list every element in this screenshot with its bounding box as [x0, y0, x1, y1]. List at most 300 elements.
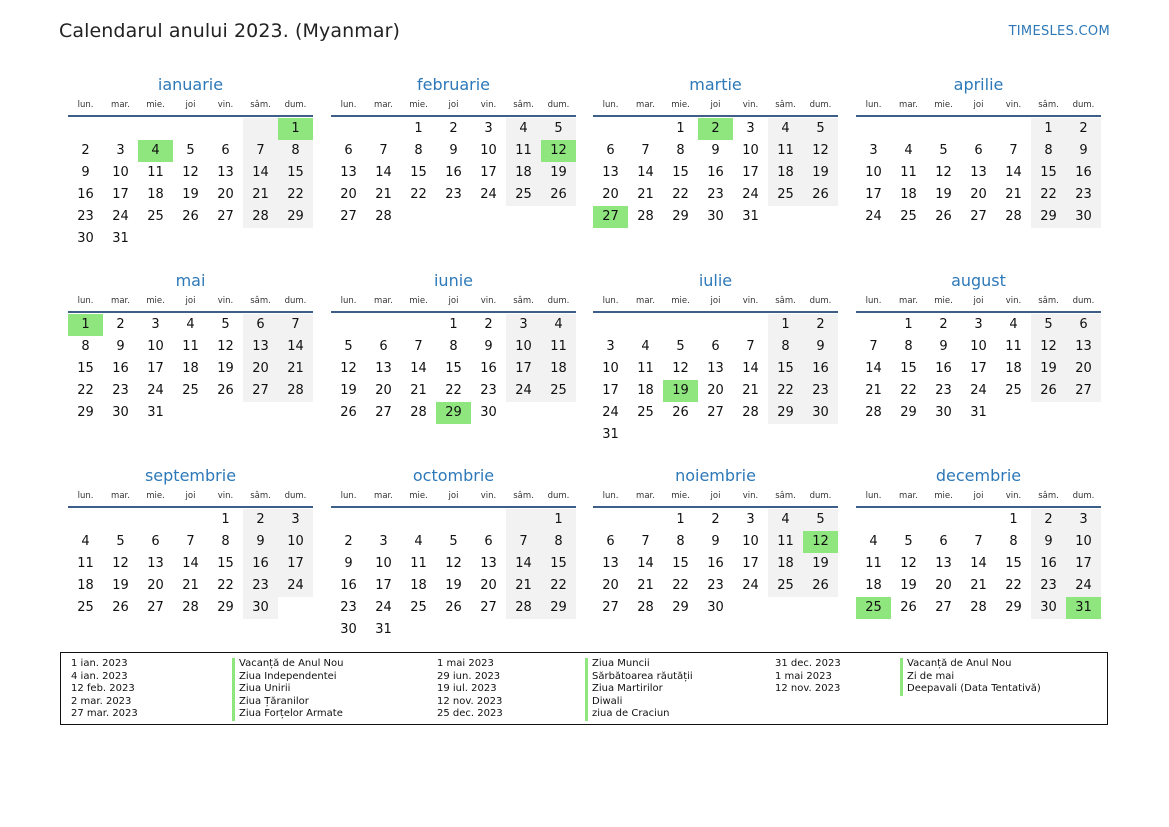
day-cell[interactable]: 5 [116, 534, 125, 549]
day-cell[interactable]: 17 [602, 383, 619, 398]
day-cell[interactable]: 23 [112, 383, 129, 398]
day-cell[interactable]: 2 [344, 534, 353, 549]
day-cell[interactable]: 4 [904, 143, 913, 158]
day-cell[interactable]: 10 [865, 165, 882, 180]
day-cell[interactable]: 28 [375, 209, 392, 224]
day-cell[interactable]: 7 [1009, 143, 1018, 158]
day-cell[interactable]: 26 [900, 600, 917, 615]
day-cell[interactable]: 27 [935, 600, 952, 615]
day-cell[interactable]: 20 [340, 187, 357, 202]
day-cell[interactable]: 26 [340, 405, 357, 420]
day-cell[interactable]: 10 [375, 556, 392, 571]
day-cell[interactable]: 1 [278, 118, 313, 140]
day-cell[interactable]: 20 [970, 187, 987, 202]
day-cell[interactable]: 27 [593, 206, 628, 228]
day-cell[interactable]: 21 [375, 187, 392, 202]
day-cell[interactable]: 6 [344, 143, 353, 158]
day-cell[interactable]: 27 [340, 209, 357, 224]
day-cell[interactable]: 2 [1066, 118, 1101, 140]
day-cell[interactable]: 23 [480, 383, 497, 398]
day-cell[interactable]: 20 [1066, 358, 1101, 380]
day-cell[interactable]: 26 [112, 600, 129, 615]
day-cell[interactable]: 24 [742, 578, 759, 593]
day-cell[interactable]: 13 [340, 165, 357, 180]
day-cell[interactable]: 18 [77, 578, 94, 593]
day-cell[interactable]: 6 [221, 143, 230, 158]
day-cell[interactable]: 12 [803, 531, 838, 553]
day-cell[interactable]: 12 [803, 140, 838, 162]
day-cell[interactable]: 23 [243, 575, 278, 597]
day-cell[interactable]: 7 [869, 339, 878, 354]
day-cell[interactable]: 8 [768, 336, 803, 358]
day-cell[interactable]: 18 [1005, 361, 1022, 376]
day-cell[interactable]: 7 [414, 339, 423, 354]
day-cell[interactable]: 24 [602, 405, 619, 420]
day-cell[interactable]: 6 [939, 534, 948, 549]
day-cell[interactable]: 9 [449, 143, 458, 158]
day-cell[interactable]: 24 [480, 187, 497, 202]
day-cell[interactable]: 2 [698, 118, 733, 140]
day-cell[interactable]: 25 [637, 405, 654, 420]
day-cell[interactable]: 16 [77, 187, 94, 202]
day-cell[interactable]: 2 [243, 509, 278, 531]
day-cell[interactable]: 31 [742, 209, 759, 224]
day-cell[interactable]: 3 [869, 143, 878, 158]
day-cell[interactable]: 15 [410, 165, 427, 180]
day-cell[interactable]: 16 [243, 553, 278, 575]
day-cell[interactable]: 8 [904, 339, 913, 354]
day-cell[interactable]: 29 [900, 405, 917, 420]
day-cell[interactable]: 7 [186, 534, 195, 549]
day-cell[interactable]: 29 [1005, 600, 1022, 615]
day-cell[interactable]: 14 [410, 361, 427, 376]
day-cell[interactable]: 10 [278, 531, 313, 553]
day-cell[interactable]: 7 [379, 143, 388, 158]
day-cell[interactable]: 8 [278, 140, 313, 162]
day-cell[interactable]: 17 [1066, 553, 1101, 575]
day-cell[interactable]: 5 [904, 534, 913, 549]
day-cell[interactable]: 15 [1005, 556, 1022, 571]
day-cell[interactable]: 29 [436, 402, 471, 424]
day-cell[interactable]: 15 [768, 358, 803, 380]
day-cell[interactable]: 19 [182, 187, 199, 202]
day-cell[interactable]: 4 [768, 509, 803, 531]
day-cell[interactable]: 4 [414, 534, 423, 549]
day-cell[interactable]: 4 [869, 534, 878, 549]
day-cell[interactable]: 30 [935, 405, 952, 420]
day-cell[interactable]: 24 [375, 600, 392, 615]
day-cell[interactable]: 14 [637, 556, 654, 571]
day-cell[interactable]: 3 [484, 121, 493, 136]
day-cell[interactable]: 8 [414, 143, 423, 158]
day-cell[interactable]: 17 [278, 553, 313, 575]
day-cell[interactable]: 9 [939, 339, 948, 354]
day-cell[interactable]: 12 [541, 140, 576, 162]
day-cell[interactable]: 19 [663, 380, 698, 402]
day-cell[interactable]: 19 [803, 162, 838, 184]
day-cell[interactable]: 10 [506, 336, 541, 358]
day-cell[interactable]: 22 [541, 575, 576, 597]
day-cell[interactable]: 11 [182, 339, 199, 354]
day-cell[interactable]: 19 [112, 578, 129, 593]
day-cell[interactable]: 28 [865, 405, 882, 420]
day-cell[interactable]: 25 [768, 575, 803, 597]
day-cell[interactable]: 2 [484, 317, 493, 332]
day-cell[interactable]: 22 [1031, 184, 1066, 206]
day-cell[interactable]: 5 [449, 534, 458, 549]
day-cell[interactable]: 30 [112, 405, 129, 420]
day-cell[interactable]: 29 [541, 597, 576, 619]
day-cell[interactable]: 9 [803, 336, 838, 358]
day-cell[interactable]: 12 [445, 556, 462, 571]
day-cell[interactable]: 27 [147, 600, 164, 615]
day-cell[interactable]: 23 [707, 578, 724, 593]
day-cell[interactable]: 24 [278, 575, 313, 597]
day-cell[interactable]: 7 [974, 534, 983, 549]
day-cell[interactable]: 8 [449, 339, 458, 354]
day-cell[interactable]: 11 [77, 556, 94, 571]
day-cell[interactable]: 4 [541, 314, 576, 336]
day-cell[interactable]: 1 [904, 317, 913, 332]
day-cell[interactable]: 1 [676, 121, 685, 136]
day-cell[interactable]: 20 [480, 578, 497, 593]
day-cell[interactable]: 12 [217, 339, 234, 354]
day-cell[interactable]: 8 [81, 339, 90, 354]
day-cell[interactable]: 23 [1066, 184, 1101, 206]
day-cell[interactable]: 22 [900, 383, 917, 398]
day-cell[interactable]: 22 [217, 578, 234, 593]
day-cell[interactable]: 12 [340, 361, 357, 376]
day-cell[interactable]: 13 [935, 556, 952, 571]
day-cell[interactable]: 12 [672, 361, 689, 376]
day-cell[interactable]: 19 [445, 578, 462, 593]
day-cell[interactable]: 5 [221, 317, 230, 332]
day-cell[interactable]: 25 [506, 184, 541, 206]
day-cell[interactable]: 19 [541, 162, 576, 184]
day-cell[interactable]: 10 [147, 339, 164, 354]
day-cell[interactable]: 16 [707, 165, 724, 180]
day-cell[interactable]: 13 [970, 165, 987, 180]
day-cell[interactable]: 1 [449, 317, 458, 332]
day-cell[interactable]: 25 [410, 600, 427, 615]
day-cell[interactable]: 3 [379, 534, 388, 549]
day-cell[interactable]: 1 [414, 121, 423, 136]
day-cell[interactable]: 4 [506, 118, 541, 140]
day-cell[interactable]: 21 [278, 358, 313, 380]
day-cell[interactable]: 18 [506, 162, 541, 184]
day-cell[interactable]: 16 [935, 361, 952, 376]
day-cell[interactable]: 31 [375, 622, 392, 637]
day-cell[interactable]: 28 [410, 405, 427, 420]
day-cell[interactable]: 16 [480, 361, 497, 376]
day-cell[interactable]: 27 [1066, 380, 1101, 402]
day-cell[interactable]: 6 [974, 143, 983, 158]
day-cell[interactable]: 10 [742, 143, 759, 158]
day-cell[interactable]: 6 [379, 339, 388, 354]
day-cell[interactable]: 28 [637, 209, 654, 224]
day-cell[interactable]: 22 [672, 187, 689, 202]
day-cell[interactable]: 26 [803, 184, 838, 206]
day-cell[interactable]: 28 [637, 600, 654, 615]
day-cell[interactable]: 2 [116, 317, 125, 332]
day-cell[interactable]: 5 [803, 509, 838, 531]
day-cell[interactable]: 13 [147, 556, 164, 571]
day-cell[interactable]: 4 [1009, 317, 1018, 332]
day-cell[interactable]: 11 [768, 140, 803, 162]
day-cell[interactable]: 5 [186, 143, 195, 158]
day-cell[interactable]: 11 [637, 361, 654, 376]
day-cell[interactable]: 15 [541, 553, 576, 575]
day-cell[interactable]: 13 [480, 556, 497, 571]
day-cell[interactable]: 14 [278, 336, 313, 358]
day-cell[interactable]: 22 [77, 383, 94, 398]
day-cell[interactable]: 6 [606, 143, 615, 158]
day-cell[interactable]: 30 [340, 622, 357, 637]
day-cell[interactable]: 5 [541, 118, 576, 140]
day-cell[interactable]: 11 [900, 165, 917, 180]
day-cell[interactable]: 1 [68, 314, 103, 336]
day-cell[interactable]: 11 [768, 531, 803, 553]
day-cell[interactable]: 2 [803, 314, 838, 336]
day-cell[interactable]: 22 [410, 187, 427, 202]
day-cell[interactable]: 17 [112, 187, 129, 202]
day-cell[interactable]: 14 [970, 556, 987, 571]
day-cell[interactable]: 18 [147, 187, 164, 202]
day-cell[interactable]: 15 [1031, 162, 1066, 184]
day-cell[interactable]: 27 [243, 380, 278, 402]
day-cell[interactable]: 31 [1066, 597, 1101, 619]
day-cell[interactable]: 7 [641, 143, 650, 158]
day-cell[interactable]: 5 [939, 143, 948, 158]
day-cell[interactable]: 2 [81, 143, 90, 158]
day-cell[interactable]: 19 [935, 187, 952, 202]
day-cell[interactable]: 11 [541, 336, 576, 358]
day-cell[interactable]: 14 [375, 165, 392, 180]
day-cell[interactable]: 8 [1031, 140, 1066, 162]
day-cell[interactable]: 30 [480, 405, 497, 420]
day-cell[interactable]: 21 [742, 383, 759, 398]
day-cell[interactable]: 28 [1005, 209, 1022, 224]
day-cell[interactable]: 28 [970, 600, 987, 615]
day-cell[interactable]: 23 [803, 380, 838, 402]
day-cell[interactable]: 14 [1005, 165, 1022, 180]
day-cell[interactable]: 14 [243, 162, 278, 184]
day-cell[interactable]: 28 [243, 206, 278, 228]
day-cell[interactable]: 13 [243, 336, 278, 358]
day-cell[interactable]: 18 [182, 361, 199, 376]
day-cell[interactable]: 10 [112, 165, 129, 180]
day-cell[interactable]: 23 [707, 187, 724, 202]
day-cell[interactable]: 17 [506, 358, 541, 380]
day-cell[interactable]: 27 [602, 600, 619, 615]
day-cell[interactable]: 18 [768, 553, 803, 575]
day-cell[interactable]: 26 [541, 184, 576, 206]
day-cell[interactable]: 26 [935, 209, 952, 224]
day-cell[interactable]: 12 [1031, 336, 1066, 358]
day-cell[interactable]: 1 [676, 512, 685, 527]
day-cell[interactable]: 13 [1066, 336, 1101, 358]
day-cell[interactable]: 3 [1066, 509, 1101, 531]
day-cell[interactable]: 16 [112, 361, 129, 376]
day-cell[interactable]: 12 [935, 165, 952, 180]
day-cell[interactable]: 18 [410, 578, 427, 593]
day-cell[interactable]: 30 [243, 597, 278, 619]
day-cell[interactable]: 6 [606, 534, 615, 549]
day-cell[interactable]: 21 [970, 578, 987, 593]
day-cell[interactable]: 9 [711, 534, 720, 549]
day-cell[interactable]: 23 [935, 383, 952, 398]
day-cell[interactable]: 8 [676, 534, 685, 549]
day-cell[interactable]: 23 [1031, 575, 1066, 597]
day-cell[interactable]: 1 [1009, 512, 1018, 527]
day-cell[interactable]: 26 [217, 383, 234, 398]
day-cell[interactable]: 10 [480, 143, 497, 158]
day-cell[interactable]: 23 [445, 187, 462, 202]
day-cell[interactable]: 20 [375, 383, 392, 398]
day-cell[interactable]: 18 [865, 578, 882, 593]
day-cell[interactable]: 2 [939, 317, 948, 332]
day-cell[interactable]: 6 [1066, 314, 1101, 336]
day-cell[interactable]: 30 [707, 600, 724, 615]
day-cell[interactable]: 12 [900, 556, 917, 571]
day-cell[interactable]: 19 [900, 578, 917, 593]
day-cell[interactable]: 6 [484, 534, 493, 549]
day-cell[interactable]: 1 [221, 512, 230, 527]
day-cell[interactable]: 7 [641, 534, 650, 549]
day-cell[interactable]: 3 [746, 512, 755, 527]
day-cell[interactable]: 12 [112, 556, 129, 571]
day-cell[interactable]: 10 [602, 361, 619, 376]
day-cell[interactable]: 7 [506, 531, 541, 553]
day-cell[interactable]: 29 [77, 405, 94, 420]
day-cell[interactable]: 25 [77, 600, 94, 615]
day-cell[interactable]: 18 [637, 383, 654, 398]
day-cell[interactable]: 16 [1031, 553, 1066, 575]
day-cell[interactable]: 25 [900, 209, 917, 224]
day-cell[interactable]: 17 [375, 578, 392, 593]
day-cell[interactable]: 20 [935, 578, 952, 593]
day-cell[interactable]: 4 [81, 534, 90, 549]
day-cell[interactable]: 19 [803, 553, 838, 575]
day-cell[interactable]: 5 [344, 339, 353, 354]
day-cell[interactable]: 15 [217, 556, 234, 571]
day-cell[interactable]: 4 [186, 317, 195, 332]
day-cell[interactable]: 6 [711, 339, 720, 354]
day-cell[interactable]: 21 [243, 184, 278, 206]
day-cell[interactable]: 1 [768, 314, 803, 336]
day-cell[interactable]: 3 [151, 317, 160, 332]
day-cell[interactable]: 3 [606, 339, 615, 354]
day-cell[interactable]: 31 [970, 405, 987, 420]
day-cell[interactable]: 3 [116, 143, 125, 158]
day-cell[interactable]: 30 [77, 231, 94, 246]
day-cell[interactable]: 9 [116, 339, 125, 354]
day-cell[interactable]: 24 [112, 209, 129, 224]
day-cell[interactable]: 30 [1031, 597, 1066, 619]
day-cell[interactable]: 25 [768, 184, 803, 206]
day-cell[interactable]: 29 [278, 206, 313, 228]
day-cell[interactable]: 4 [138, 140, 173, 162]
day-cell[interactable]: 17 [147, 361, 164, 376]
day-cell[interactable]: 16 [707, 556, 724, 571]
day-cell[interactable]: 8 [541, 531, 576, 553]
day-cell[interactable]: 9 [81, 165, 90, 180]
day-cell[interactable]: 3 [278, 509, 313, 531]
day-cell[interactable]: 16 [340, 578, 357, 593]
day-cell[interactable]: 20 [243, 358, 278, 380]
day-cell[interactable]: 5 [676, 339, 685, 354]
day-cell[interactable]: 4 [768, 118, 803, 140]
day-cell[interactable]: 28 [506, 597, 541, 619]
day-cell[interactable]: 29 [217, 600, 234, 615]
day-cell[interactable]: 16 [803, 358, 838, 380]
day-cell[interactable]: 11 [1005, 339, 1022, 354]
day-cell[interactable]: 24 [147, 383, 164, 398]
day-cell[interactable]: 25 [856, 597, 891, 619]
day-cell[interactable]: 2 [711, 512, 720, 527]
day-cell[interactable]: 7 [746, 339, 755, 354]
day-cell[interactable]: 6 [243, 314, 278, 336]
day-cell[interactable]: 22 [768, 380, 803, 402]
day-cell[interactable]: 30 [1066, 206, 1101, 228]
day-cell[interactable]: 3 [506, 314, 541, 336]
day-cell[interactable]: 10 [1066, 531, 1101, 553]
day-cell[interactable]: 7 [278, 314, 313, 336]
day-cell[interactable]: 29 [768, 402, 803, 424]
day-cell[interactable]: 9 [711, 143, 720, 158]
day-cell[interactable]: 21 [410, 383, 427, 398]
day-cell[interactable]: 17 [970, 361, 987, 376]
day-cell[interactable]: 12 [182, 165, 199, 180]
day-cell[interactable]: 11 [410, 556, 427, 571]
day-cell[interactable]: 17 [742, 165, 759, 180]
day-cell[interactable]: 5 [1031, 314, 1066, 336]
day-cell[interactable]: 28 [742, 405, 759, 420]
day-cell[interactable]: 22 [672, 578, 689, 593]
day-cell[interactable]: 8 [221, 534, 230, 549]
day-cell[interactable]: 3 [974, 317, 983, 332]
day-cell[interactable]: 9 [1031, 531, 1066, 553]
day-cell[interactable]: 15 [445, 361, 462, 376]
day-cell[interactable]: 15 [672, 556, 689, 571]
day-cell[interactable]: 9 [243, 531, 278, 553]
day-cell[interactable]: 14 [742, 361, 759, 376]
day-cell[interactable]: 27 [217, 209, 234, 224]
day-cell[interactable]: 26 [1031, 380, 1066, 402]
day-cell[interactable]: 20 [602, 187, 619, 202]
day-cell[interactable]: 31 [147, 405, 164, 420]
day-cell[interactable]: 14 [506, 553, 541, 575]
day-cell[interactable]: 26 [672, 405, 689, 420]
day-cell[interactable]: 13 [602, 556, 619, 571]
day-cell[interactable]: 9 [1066, 140, 1101, 162]
day-cell[interactable]: 14 [182, 556, 199, 571]
day-cell[interactable]: 19 [340, 383, 357, 398]
day-cell[interactable]: 5 [803, 118, 838, 140]
day-cell[interactable]: 20 [147, 578, 164, 593]
day-cell[interactable]: 15 [900, 361, 917, 376]
day-cell[interactable]: 23 [340, 600, 357, 615]
day-cell[interactable]: 26 [445, 600, 462, 615]
day-cell[interactable]: 27 [970, 209, 987, 224]
day-cell[interactable]: 21 [182, 578, 199, 593]
day-cell[interactable]: 25 [182, 383, 199, 398]
day-cell[interactable]: 1 [1031, 118, 1066, 140]
day-cell[interactable]: 21 [1005, 187, 1022, 202]
day-cell[interactable]: 14 [637, 165, 654, 180]
day-cell[interactable]: 3 [746, 121, 755, 136]
day-cell[interactable]: 15 [672, 165, 689, 180]
